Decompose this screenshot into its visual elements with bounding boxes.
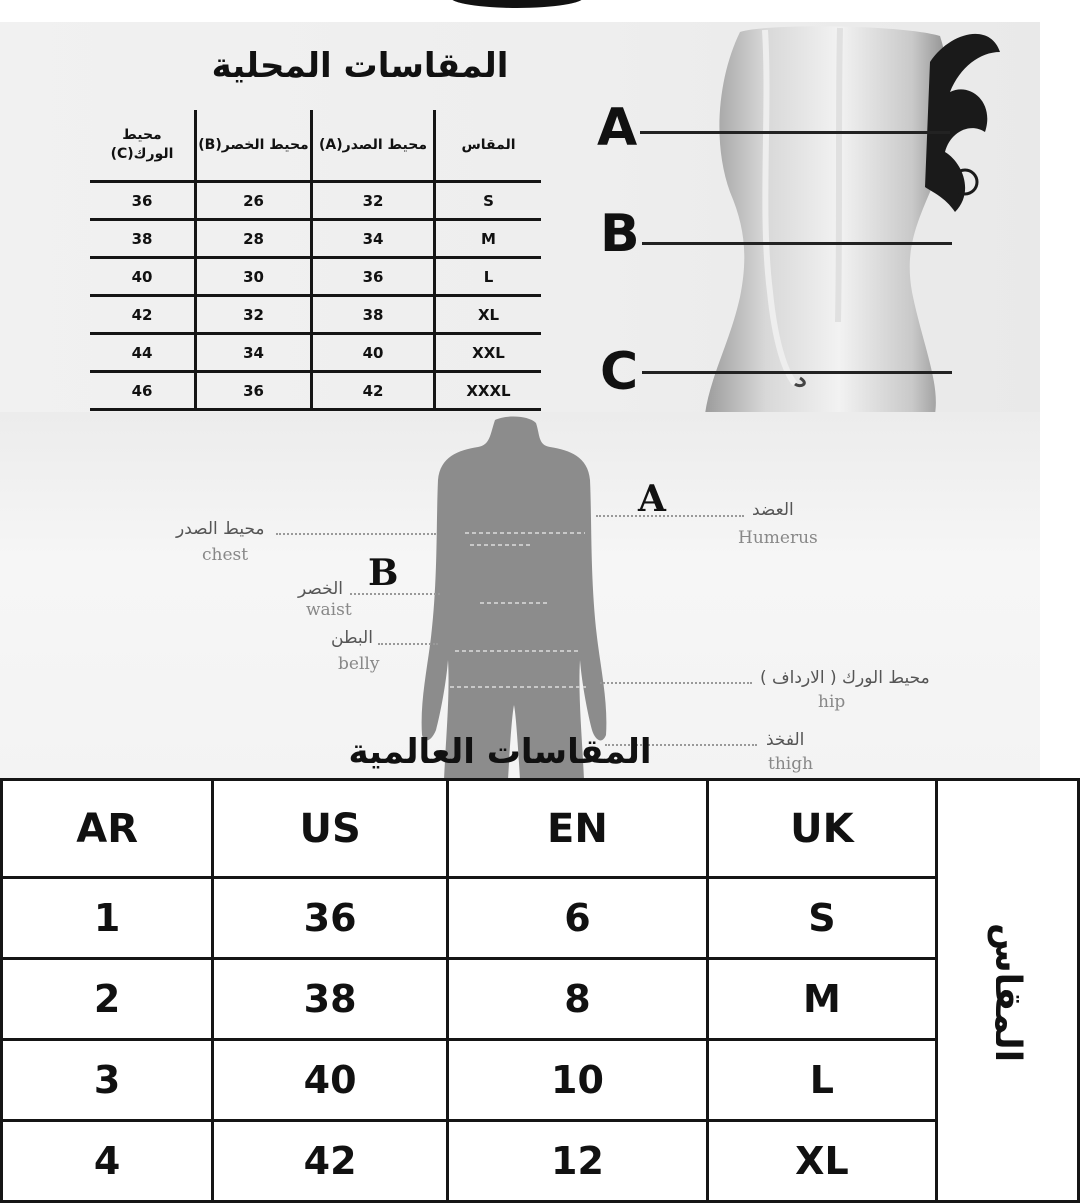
- cell-hip: 38: [90, 220, 196, 258]
- thigh-label-en: thigh: [768, 754, 814, 774]
- table-row: [90, 220, 541, 258]
- table-row: [2, 1121, 1079, 1202]
- cell-en: 6: [447, 878, 707, 959]
- belly-label-ar: البطن: [331, 628, 373, 648]
- cell-hip: 42: [90, 296, 196, 334]
- local-sizes-title: المقاسات المحلية: [211, 46, 509, 86]
- mannequin-label-a: A: [597, 98, 638, 158]
- header-chest: محيط الصدر(A): [312, 110, 435, 182]
- header-uk: UK: [707, 780, 936, 878]
- chest-guide: [276, 533, 436, 535]
- table-row: [90, 334, 541, 372]
- cell-size: XXL: [435, 334, 542, 372]
- table-row: [2, 1040, 1079, 1121]
- waist-guide: [350, 593, 440, 595]
- cell-chest: 42: [312, 372, 435, 410]
- table-row: [90, 258, 541, 296]
- measure-line-b: [642, 242, 952, 245]
- header-size: المقاس: [435, 110, 542, 182]
- cell-size: M: [435, 220, 542, 258]
- size-side-label: المقاس: [986, 922, 1028, 1062]
- table-row: [90, 182, 541, 220]
- table-header-row: [90, 110, 541, 182]
- hip-label-en: hip: [818, 692, 846, 712]
- waist-label-en: waist: [306, 600, 352, 620]
- humerus-label-en: Humerus: [738, 528, 818, 548]
- cell-en: 10: [447, 1040, 707, 1121]
- cell-ar: 1: [2, 878, 213, 959]
- cell-en: 8: [447, 959, 707, 1040]
- table-row: [2, 959, 1079, 1040]
- cell-us: 36: [213, 878, 448, 959]
- cell-size: L: [435, 258, 542, 296]
- table-header-row: [2, 780, 1079, 878]
- waist-label-ar: الخصر: [298, 579, 343, 599]
- cell-us: 38: [213, 959, 448, 1040]
- cell-waist: 26: [196, 182, 312, 220]
- size-side-label-cell: [936, 780, 1078, 1202]
- international-sizes-title: المقاسات العالمية: [348, 732, 652, 772]
- cell-ar: 4: [2, 1121, 213, 1202]
- cell-uk: M: [707, 959, 936, 1040]
- body-silhouette: [410, 415, 620, 780]
- hip-guide: [600, 682, 752, 684]
- cell-chest: 38: [312, 296, 435, 334]
- cell-size: XL: [435, 296, 542, 334]
- cell-waist: 28: [196, 220, 312, 258]
- cell-size: S: [435, 182, 542, 220]
- chest-label-ar: محيط الصدر: [176, 519, 265, 539]
- humerus-guide: [596, 515, 744, 517]
- cell-chest: 32: [312, 182, 435, 220]
- cell-uk: S: [707, 878, 936, 959]
- table-row: [90, 296, 541, 334]
- cell-hip: 44: [90, 334, 196, 372]
- mannequin-label-b: B: [600, 204, 640, 264]
- measure-line-c: [642, 371, 952, 374]
- diagram-letter-b: B: [368, 552, 399, 594]
- humerus-label-ar: العضد: [752, 500, 794, 520]
- measure-line-a: [640, 131, 950, 134]
- cell-hip: 46: [90, 372, 196, 410]
- hip-label-ar: محيط الورك ( الارداف ): [760, 668, 930, 688]
- cell-waist: 34: [196, 334, 312, 372]
- cell-uk: XL: [707, 1121, 936, 1202]
- table-row: [2, 878, 1079, 959]
- cell-us: 40: [213, 1040, 448, 1121]
- mannequin-label-c: C: [600, 342, 639, 402]
- header-waist: محيط الخصر(B): [196, 110, 312, 182]
- cell-waist: 30: [196, 258, 312, 296]
- cell-chest: 36: [312, 258, 435, 296]
- thigh-label-ar: الفخذ: [766, 730, 805, 750]
- cell-size: XXXL: [435, 372, 542, 410]
- cell-hip: 40: [90, 258, 196, 296]
- cell-chest: 34: [312, 220, 435, 258]
- header-hip: محيط الورك(C): [90, 110, 196, 182]
- cell-hip: 36: [90, 182, 196, 220]
- header-en: EN: [447, 780, 707, 878]
- cell-chest: 40: [312, 334, 435, 372]
- header-ar: AR: [2, 780, 213, 878]
- international-sizes-table: [0, 778, 1080, 1203]
- local-sizes-table: [90, 110, 541, 411]
- chest-label-en: chest: [202, 545, 249, 565]
- cell-en: 12: [447, 1121, 707, 1202]
- belly-guide: [378, 643, 438, 645]
- diagram-letter-a: A: [638, 478, 666, 520]
- cell-waist: 32: [196, 296, 312, 334]
- header-us: US: [213, 780, 448, 878]
- mannequin-illustration: [700, 22, 1000, 414]
- cell-waist: 36: [196, 372, 312, 410]
- cell-uk: L: [707, 1040, 936, 1121]
- table-row: [90, 372, 541, 410]
- cell-ar: 2: [2, 959, 213, 1040]
- belly-label-en: belly: [338, 654, 380, 674]
- cell-us: 42: [213, 1121, 448, 1202]
- cell-ar: 3: [2, 1040, 213, 1121]
